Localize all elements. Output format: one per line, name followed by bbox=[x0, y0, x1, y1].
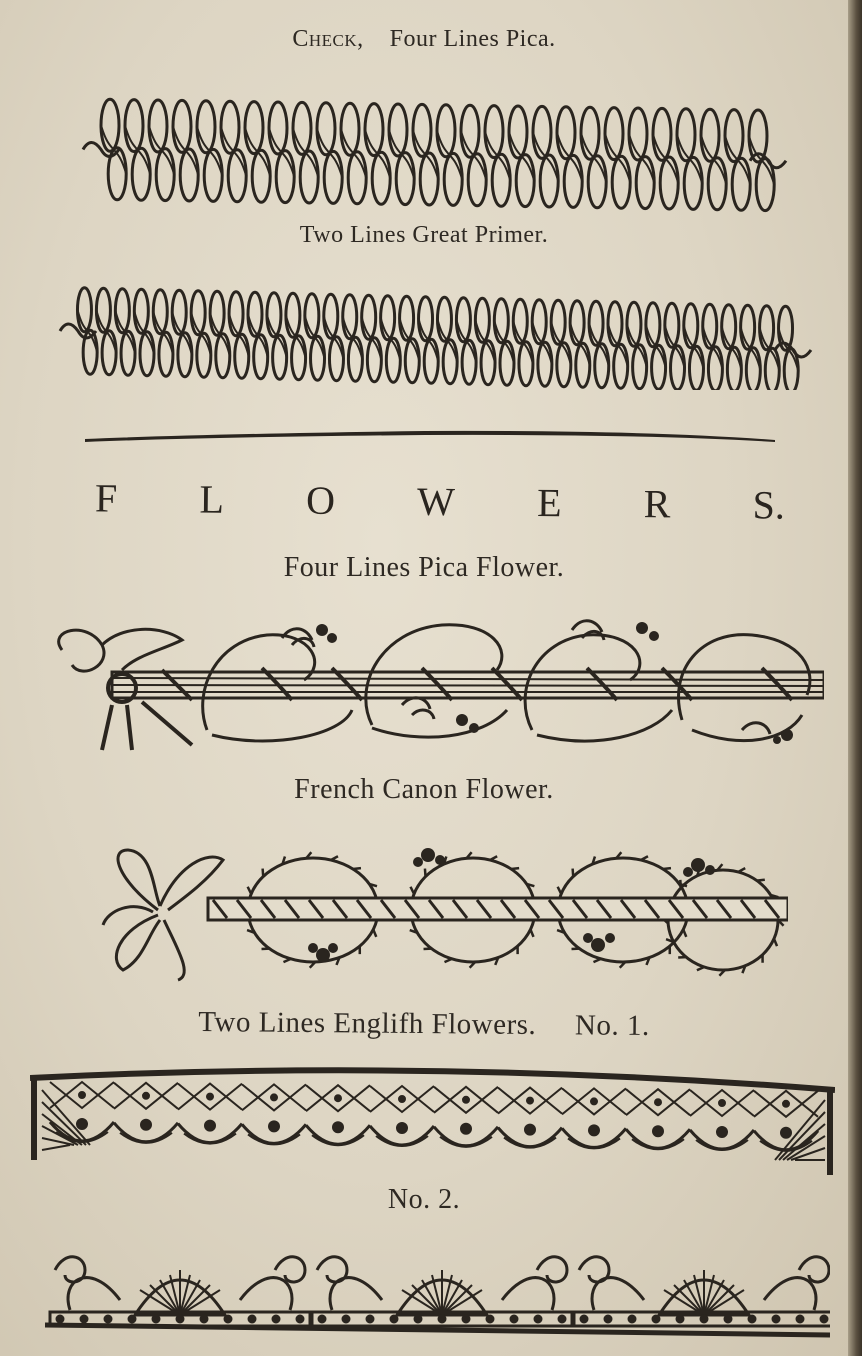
flowers-heading bbox=[95, 474, 785, 528]
no2-caption: No. 2. bbox=[387, 1184, 461, 1215]
two-lines-english-flowers-caption bbox=[0, 1004, 848, 1044]
heading-letter: W bbox=[416, 478, 456, 525]
four-lines-pica-flower-caption: Four Lines Pica Flower. bbox=[283, 552, 565, 583]
heading-letter: L bbox=[199, 476, 225, 522]
english-flowers-border-no2 bbox=[45, 1240, 830, 1345]
french-canon-flower-ornament bbox=[98, 840, 788, 985]
english-flowers-border-no1 bbox=[30, 1060, 835, 1178]
two-lines-english-flowers-label: Two Lines Englifh Flowers. bbox=[198, 1006, 537, 1041]
heading-letter: F bbox=[94, 475, 118, 521]
check-loop-border-two-lines-great-primer bbox=[55, 272, 815, 390]
heading-letter: O bbox=[305, 477, 336, 523]
french-canon-flower-caption: French Canon Flower. bbox=[294, 774, 554, 805]
page-gutter-shadow bbox=[848, 0, 862, 1356]
two-lines-great-primer-caption: Two Lines Great Primer. bbox=[299, 222, 549, 248]
check-loop-border-four-lines-pica bbox=[78, 82, 790, 217]
check-label: Check, bbox=[292, 26, 364, 52]
pica-flower-ornament bbox=[42, 610, 824, 760]
check-four-lines-pica-caption bbox=[0, 26, 848, 53]
section-rule bbox=[85, 430, 775, 440]
heading-letter: S. bbox=[752, 482, 786, 528]
four-lines-pica-label: Four Lines Pica. bbox=[389, 26, 556, 52]
heading-letter: E bbox=[536, 480, 562, 526]
heading-letter: R bbox=[643, 481, 671, 527]
no1-label: No. 1. bbox=[574, 1009, 650, 1042]
